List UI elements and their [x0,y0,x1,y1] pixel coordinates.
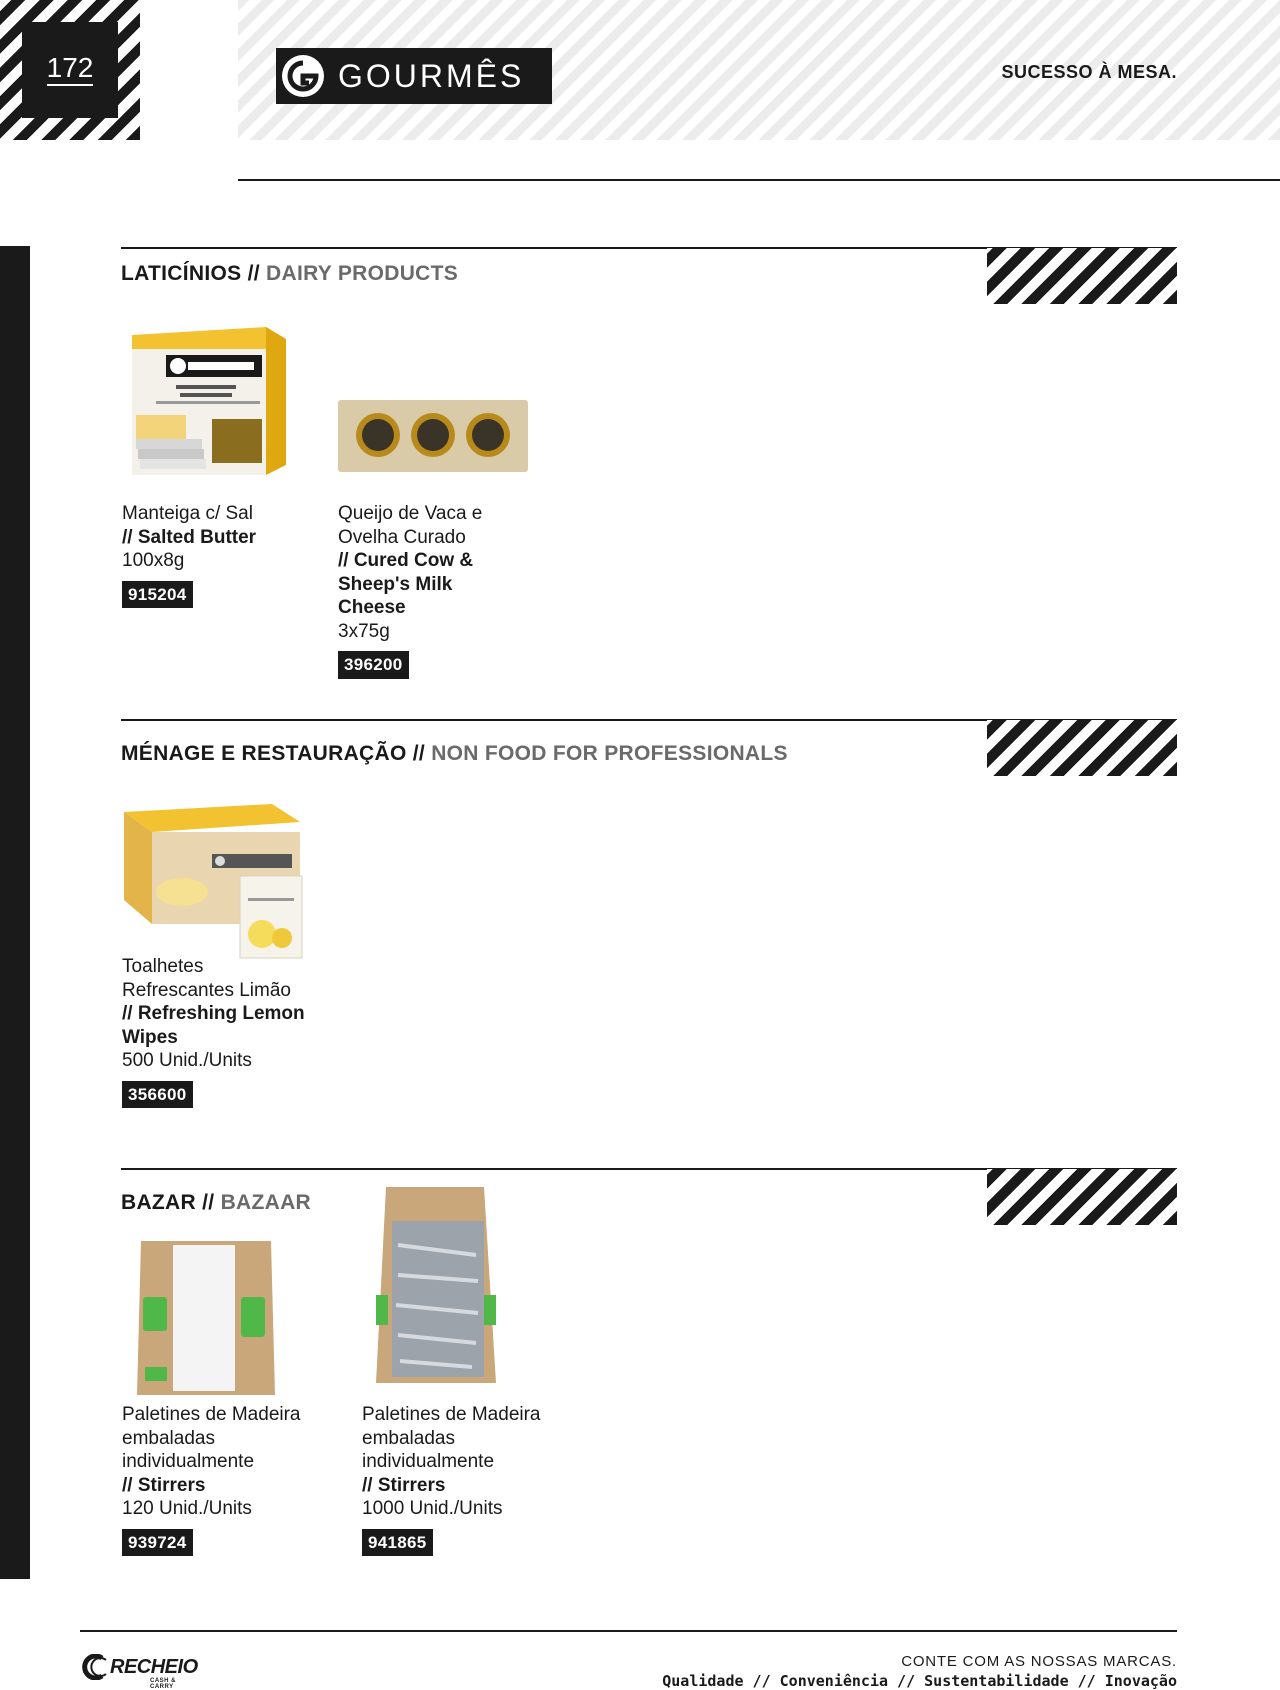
section-title-en: NON FOOD FOR PROFESSIONALS [431,742,788,765]
gourmes-logo [276,48,552,104]
section-title-pt: BAZAR [121,1191,196,1214]
product-stirrers-120 [122,1403,302,1556]
section-separator: // [202,1191,215,1214]
stirrers-bag-large-image [372,1185,500,1387]
section-title-non-food [121,742,788,766]
footer-line-1: CONTE COM AS NOSSAS MARCAS. [901,1653,1177,1670]
section-title-pt: LATICÍNIOS [121,262,242,285]
cheese-tray-image [338,400,528,472]
section-title-pt: MÉNAGE E RESTAURAÇÃO [121,742,407,765]
product-butter [122,502,256,608]
product-quantity: 3x75g [338,620,390,642]
product-name-en: // Cured Cow & Sheep's Milk Cheese [338,550,474,618]
page-number-inner [22,22,118,118]
product-quantity: 100x8g [122,550,185,571]
section-separator: // [247,262,260,285]
butter-box-image [126,315,290,485]
product-cheese [338,502,498,679]
product-name-pt: Manteiga c/ Sal [122,503,253,524]
product-code-badge: 356600 [122,1081,193,1109]
footer-line-2: Qualidade // Conveniência // Sustentabilidade // Inovação [662,1672,1177,1690]
product-code-badge: 396200 [338,651,409,679]
product-quantity: 120 Unid./Units [122,1498,252,1519]
section-stripe-block [987,720,1177,776]
product-code-badge: 915204 [122,581,193,609]
section-title-en: DAIRY PRODUCTS [266,262,459,285]
product-name-pt: Toalhetes Refrescantes Limão [122,956,291,1001]
recheio-mark-icon [80,1654,108,1680]
section-title-dairy [121,262,458,286]
product-name-pt: Queijo de Vaca e Ovelha Curado [338,503,483,548]
header-divider [238,179,1280,181]
footer-divider [80,1630,1177,1632]
side-bar [0,246,30,1579]
footer-slogan [662,1653,1177,1690]
product-name-en: // Salted Butter [122,526,257,548]
product-stirrers-1000 [362,1403,542,1556]
recheio-sub: CASH & CARRY [150,1678,177,1690]
product-code-badge: 941865 [362,1529,433,1557]
lemon-wipes-box-image [122,800,306,960]
recheio-logo [80,1654,198,1690]
section-stripe-block [987,1169,1177,1225]
brand-name: GOURMÊS [338,57,525,94]
product-name-en: // Stirrers [362,1474,446,1496]
product-quantity: 1000 Unid./Units [362,1498,503,1519]
section-title-bazaar [121,1191,311,1215]
section-title-en: BAZAAR [220,1191,312,1214]
stirrers-bag-small-image [135,1237,277,1399]
g-logo-icon [276,49,330,103]
section-separator: // [412,742,426,765]
product-quantity: 500 Unid./Units [122,1050,252,1071]
page-number: 172 [47,54,94,86]
product-code-badge: 939724 [122,1529,193,1557]
product-name-en: // Refreshing Lemon Wipes [122,1003,305,1048]
tagline: SUCESSO À MESA. [1001,62,1177,82]
product-name-pt: Paletines de Madeira embaladas individualmente [362,1404,541,1472]
page-number-box [0,0,140,140]
recheio-wordmark: RECHEIO [110,1655,198,1678]
product-lemon-wipes [122,955,322,1108]
section-stripe-block [987,248,1177,304]
product-name-pt: Paletines de Madeira embaladas individualmente [122,1404,301,1472]
product-name-en: // Stirrers [122,1474,206,1496]
